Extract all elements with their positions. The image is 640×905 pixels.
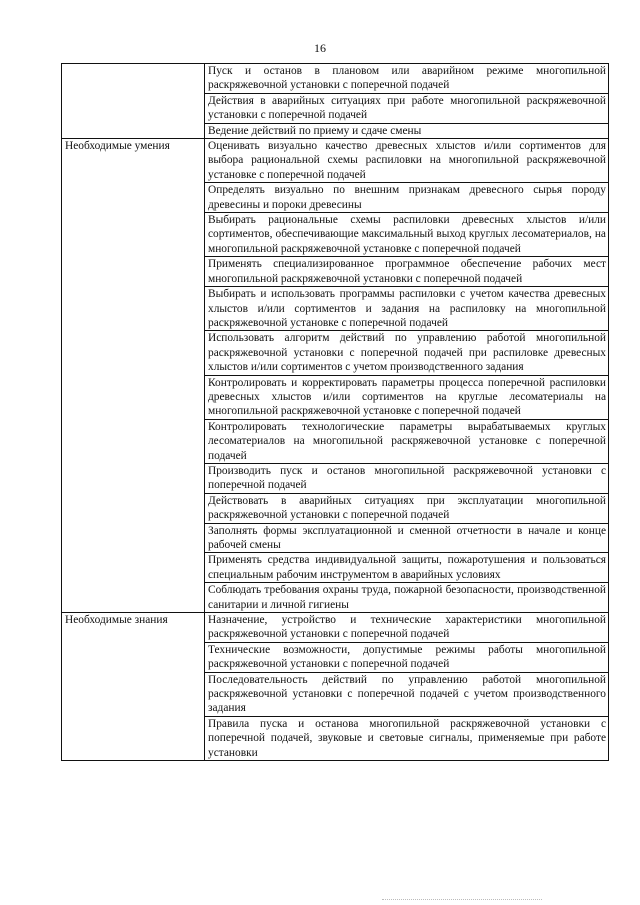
requirement-item: Применять специализированное программное обеспечение рабочих мест многопильной раскряжевочной установки с поперечной подачей: [205, 257, 609, 287]
table-row: [62, 139, 609, 183]
requirement-item: Действия в аварийных ситуациях при работе многопильной раскряжевочной установки с поперечной подачей: [205, 93, 609, 123]
requirement-item: Соблюдать требования охраны труда, пожарной безопасности, производственной санитарии и личной гигиены: [205, 583, 609, 613]
table-row: [62, 613, 609, 643]
requirement-item: Использовать алгоритм действий по управлению работой многопильной раскряжевочной установки с поперечной подачей при распиловке древесных хлыстов и/или сортиментов с учетом производственного задания: [205, 331, 609, 375]
requirement-item: Оценивать визуально качество древесных хлыстов и/или сортиментов для выбора рациональной схемы распиловки на многопильной раскряжевочной установке с поперечной подачей: [205, 139, 609, 183]
requirement-item: Выбирать и использовать программы распиловки с учетом качества древесных хлыстов и/или сортиментов и задания на распиловку на многопильной раскряжевочной установке с поперечной подачей: [205, 287, 609, 331]
requirements-table: [61, 63, 609, 761]
table-row: [62, 64, 609, 94]
scan-artifact-line: [382, 899, 542, 901]
requirement-item: Заполнять формы эксплуатационной и сменной отчетности в начале и конце рабочей смены: [205, 523, 609, 553]
requirement-item: Применять средства индивидуальной защиты, пожаротушения и пользоваться специальным рабочим инструментом в аварийных условиях: [205, 553, 609, 583]
requirement-item: Правила пуска и останова многопильной раскряжевочной установки с поперечной подачей, звуковые и световые сигналы, применяемые при работе установки: [205, 716, 609, 760]
requirement-item: Контролировать технологические параметры вырабатываемых круглых лесоматериалов на многопильной раскряжевочной установке с поперечной подачей: [205, 419, 609, 463]
requirements-table-body: [62, 64, 609, 761]
requirement-item: Производить пуск и останов многопильной раскряжевочной установки с поперечной подачей: [205, 463, 609, 493]
section-label: [62, 64, 205, 139]
requirement-item: Пуск и останов в плановом или аварийном режиме многопильной раскряжевочной установки с поперечной подачей: [205, 64, 609, 94]
section-label: Необходимые знания: [62, 613, 205, 761]
requirement-item: Контролировать и корректировать параметры процесса поперечной распиловки древесных хлыстов и/или сортиментов на круглые лесоматериалы на многопильной раскряжевочной установке с поперечной подачей: [205, 375, 609, 419]
requirement-item: Ведение действий по приему и сдаче смены: [205, 123, 609, 138]
requirement-item: Технические возможности, допустимые режимы работы многопильной раскряжевочной установки с поперечной подачей: [205, 642, 609, 672]
requirement-item: Действовать в аварийных ситуациях при эксплуатации многопильной раскряжевочной установки с поперечной подачей: [205, 493, 609, 523]
requirement-item: Назначение, устройство и технические характеристики многопильной раскряжевочной установки с поперечной подачей: [205, 613, 609, 643]
requirement-item: Определять визуально по внешним признакам древесного сырья породу древесины и пороки древесины: [205, 183, 609, 213]
section-label: Необходимые умения: [62, 139, 205, 613]
page-number: 16: [314, 41, 326, 55]
requirement-item: Последовательность действий по управлению работой многопильной раскряжевочной установки с поперечной подачей с учетом производственного задания: [205, 672, 609, 716]
requirement-item: Выбирать рациональные схемы распиловки древесных хлыстов и/или сортиментов, обеспечивающие максимальный выход круглых лесоматериалов, на многопильной раскряжевочной установке с поперечной подачей: [205, 213, 609, 257]
